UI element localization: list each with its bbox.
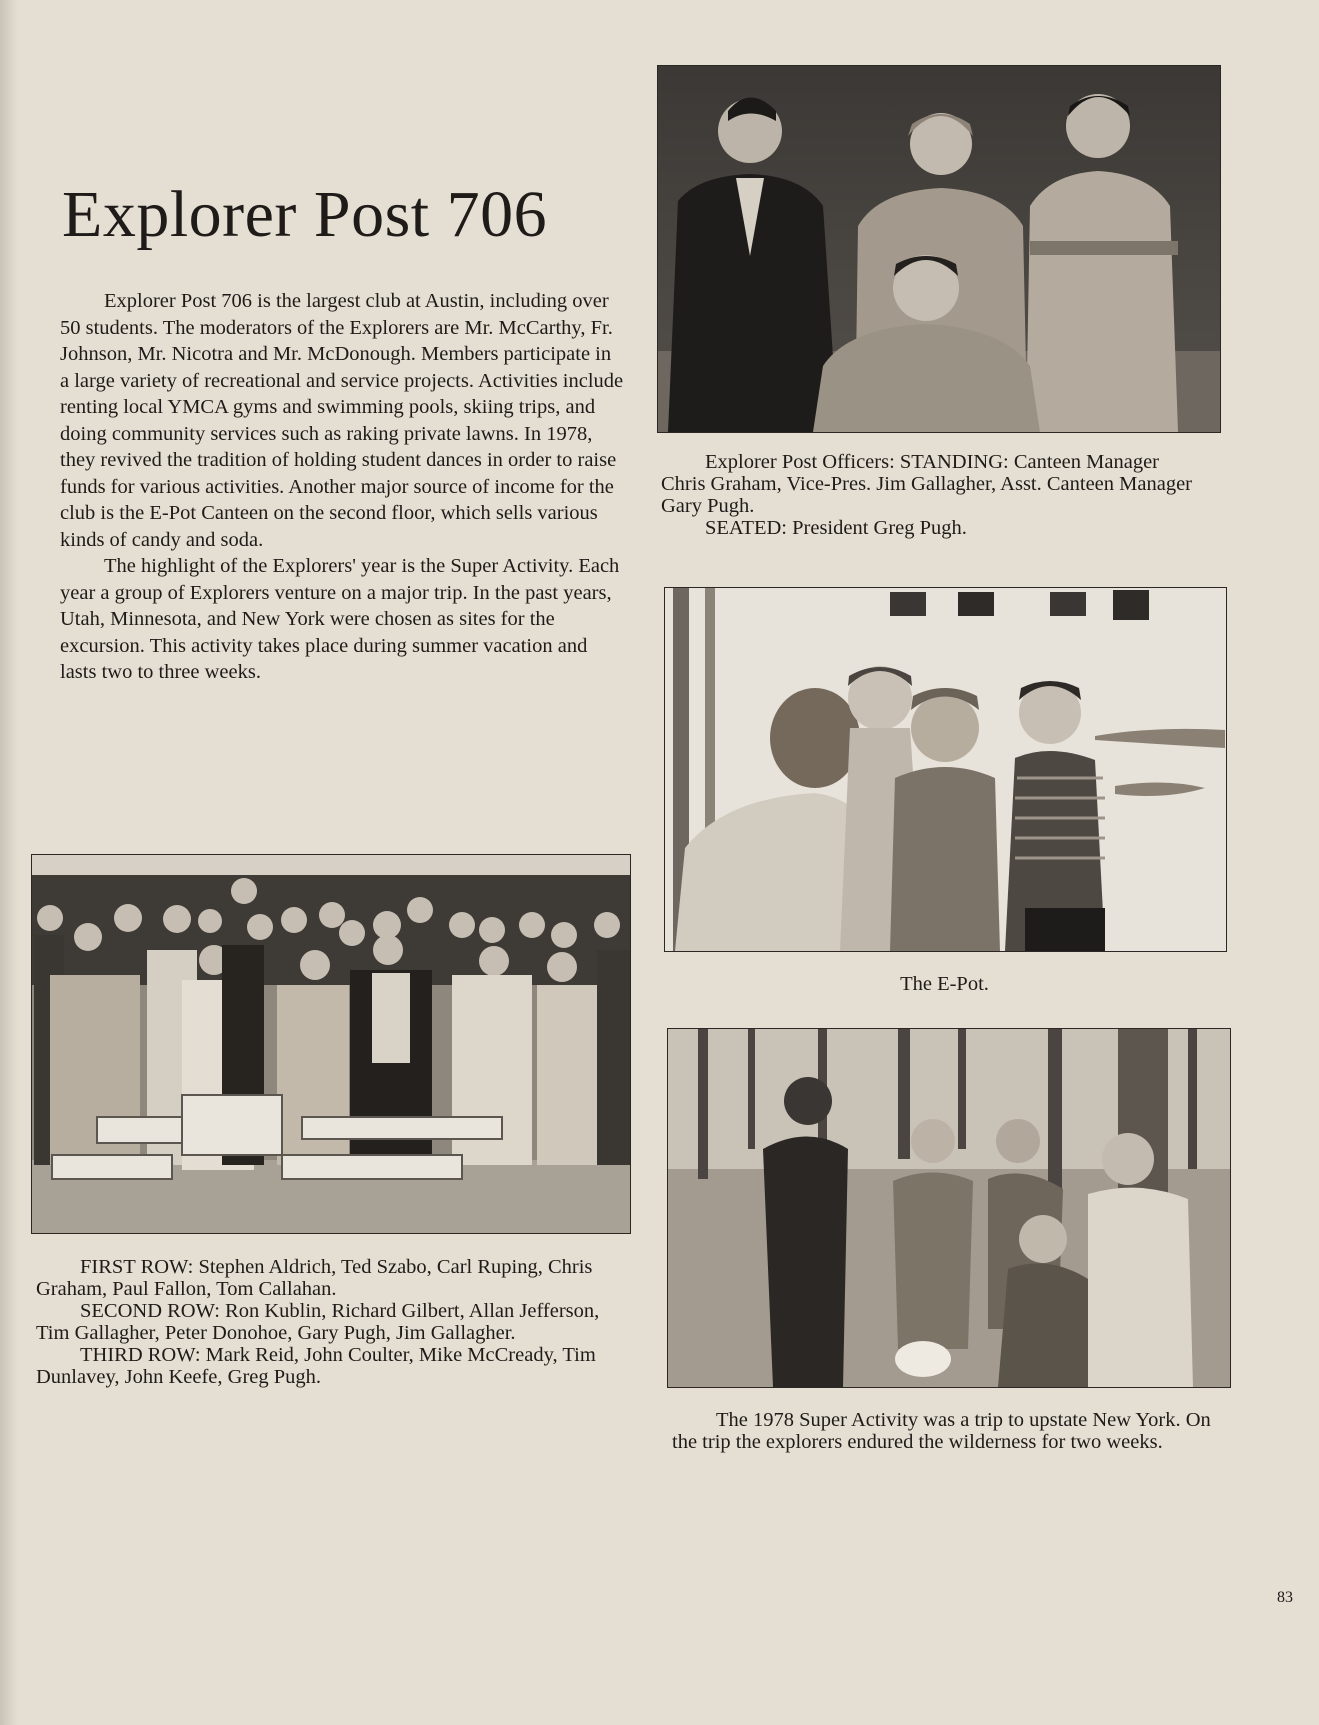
trip-photo [667, 1028, 1231, 1388]
group-caption-third-row: THIRD ROW: Mark Reid, John Coulter, Mike McCready, Tim Dunlavey, John Keefe, Greg Pugh. [36, 1344, 596, 1388]
group-caption [36, 1256, 630, 1388]
page-title: Explorer Post 706 [62, 178, 548, 251]
group-photo [31, 854, 631, 1234]
epot-photo [664, 587, 1227, 952]
group-caption-first-row: FIRST ROW: Stephen Aldrich, Ted Szabo, Carl Ruping, Chris Graham, Paul Fallon, Tom Callahan. [36, 1256, 593, 1300]
trip-caption-text: The 1978 Super Activity was a trip to upstate New York. On the trip the explorers endured the wilderness for two weeks. [672, 1409, 1211, 1453]
page-number: 83 [1277, 1589, 1293, 1606]
page-gutter-shadow [0, 0, 18, 1725]
epot-caption: The E-Pot. [900, 973, 989, 995]
officers-photo [657, 65, 1221, 433]
officers-caption [661, 451, 1201, 539]
officers-caption-seated: SEATED: President Greg Pugh. [705, 517, 967, 539]
article-body [60, 288, 624, 686]
group-caption-second-row: SECOND ROW: Ron Kublin, Richard Gilbert, Allan Jefferson, Tim Gallagher, Peter Donohoe, Gary Pugh, Jim Gallagher. [36, 1300, 600, 1344]
body-paragraph: The highlight of the Explorers' year is the Super Activity. Each year a group of Explorers venture on a major trip. In the past years, Utah, Minnesota, and New York were chosen as sites for the excursion. This activity takes place during summer vacation and lasts two to three weeks. [60, 555, 620, 683]
body-paragraph: Explorer Post 706 is the largest club at Austin, including over 50 students. The moderators of the Explorers are Mr. McCarthy, Fr. Johnson, Mr. Nicotra and Mr. McDonough. Members participate in a large variety of recreational and service projects. Activities include renting local YMCA gyms and swimming pools, skiing trips, and doing community services such as raking private lawns. In 1978, they revived the tradition of holding student dances in order to raise funds for various activities. Another major source of income for the club is the E-Pot Canteen on the second floor, which sells various kinds of candy and soda. [60, 290, 624, 551]
trip-caption [672, 1409, 1232, 1453]
officers-caption-standing: Explorer Post Officers: STANDING: Canteen Manager Chris Graham, Vice-Pres. Jim Gallagher, Asst. Canteen Manager Gary Pugh. [661, 451, 1193, 517]
